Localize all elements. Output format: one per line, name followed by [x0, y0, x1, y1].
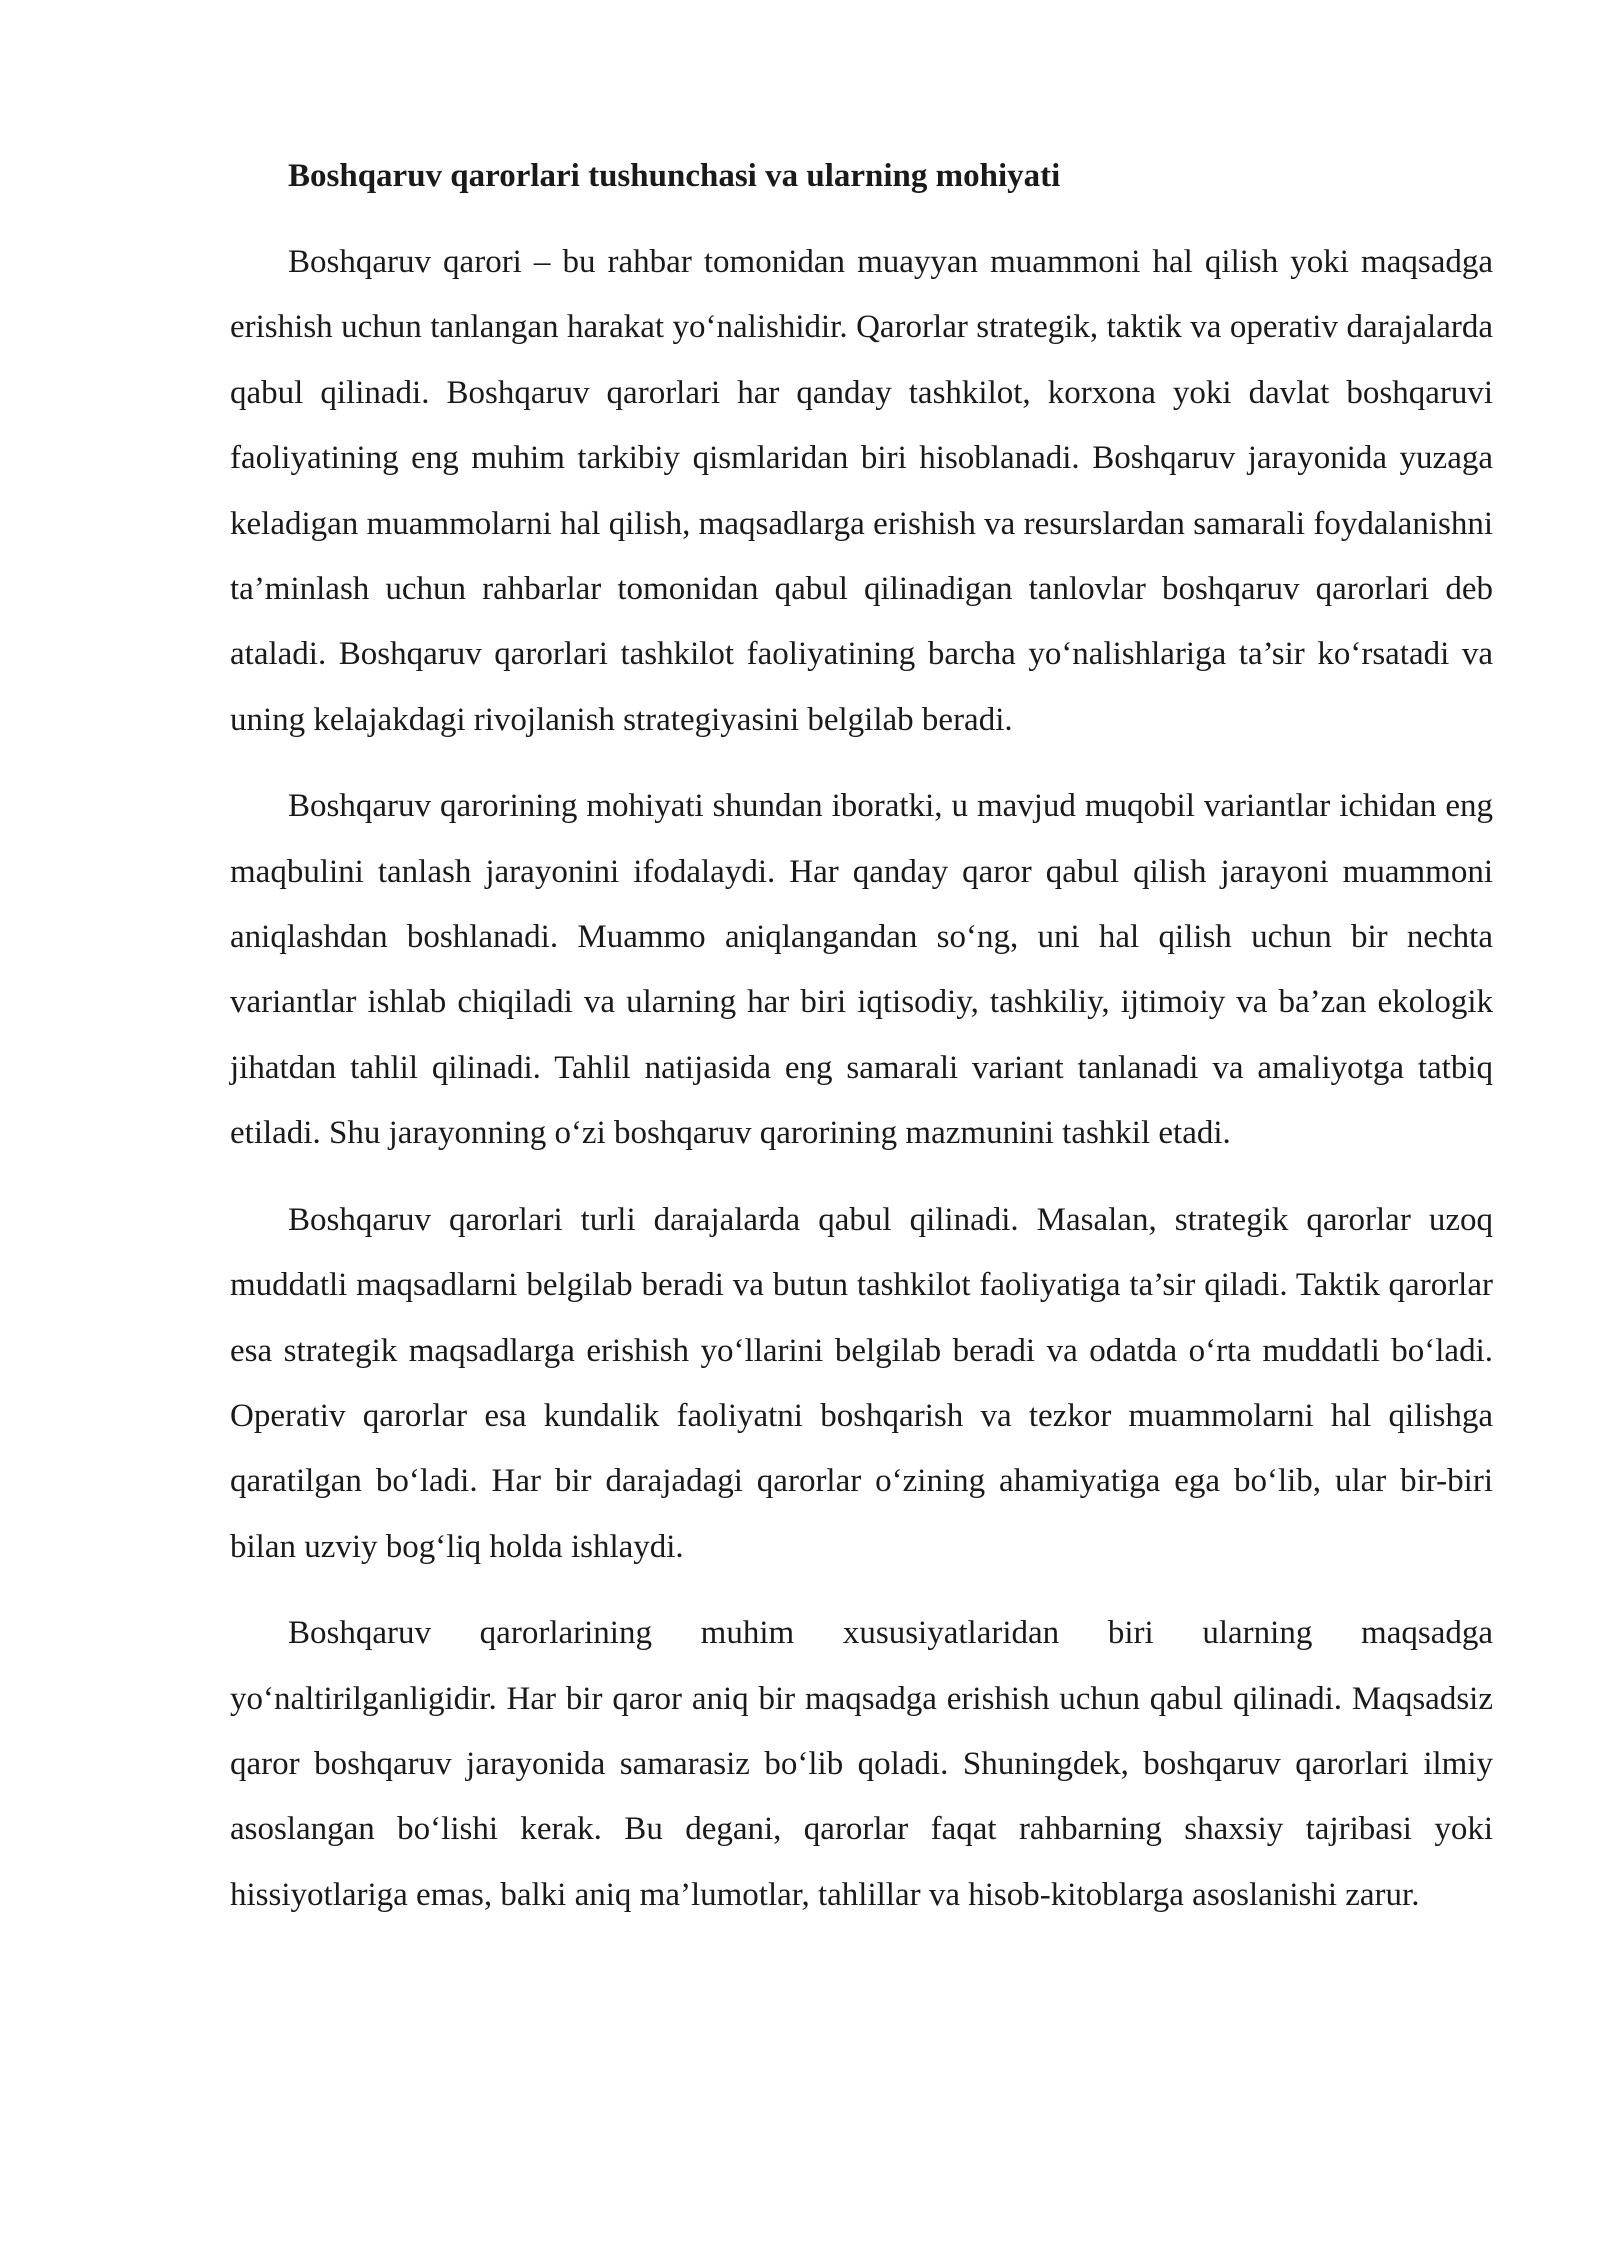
document-heading: Boshqaruv qarorlari tushunchasi va ularning mohiyati — [288, 158, 1061, 194]
paragraph-essence: Boshqaruv qarorining mohiyati shundan iboratki, u mavjud muqobil variantlar ichidan eng maqbulini tanlash jarayonini ifodalaydi. Har qanday qaror qabul qilish jarayoni muammoni aniqlashdan boshlanadi. Muammo aniqlangandan so‘ng, uni hal qilish uchun bir nechta variantlar ishlab chiqiladi va ularning har biri iqtisodiy, tashkiliy, ijtimoiy va ba’zan ekologik jihatdan tahlil qilinadi. Tahlil natijasida eng samarali variant tanlanadi va amaliyotga tatbiq etiladi. Shu jarayonning o‘zi boshqaruv qarorining mazmunini tashkil etadi. — [230, 788, 1493, 1152]
paragraph-definition: Boshqaruv qarori – bu rahbar tomonidan muayyan muammoni hal qilish yoki maqsadga erishish uchun tanlangan harakat yo‘nalishidir. Qarorlar strategik, taktik va operativ darajalarda qabul qilinadi. Boshqaruv qarorlari har qanday tashkilot, korxona yoki davlat boshqaruvi faoliyatining eng muhim tarkibiy qismlaridan biri hisoblanadi. Boshqaruv jarayonida yuzaga keladigan muammolarni hal qilish, maqsadlarga erishish va resurslardan samarali foydalanishni ta’minlash uchun rahbarlar tomonidan qabul qilinadigan tanlovlar boshqaruv qarorlari deb ataladi. Boshqaruv qarorlari tashkilot faoliyatining barcha yo‘nalishlariga ta’sir ko‘rsatadi va uning kelajakdagi rivojlanish strategiyasini belgilab beradi. — [230, 244, 1493, 738]
paragraph-characteristics: Boshqaruv qarorlarining muhim xususiyatlaridan biri ularning maqsadga yo‘naltirilganligidir. Har bir qaror aniq bir maqsadga erishish uchun qabul qilinadi. Maqsadsiz qaror boshqaruv jarayonida samarasiz bo‘lib qoladi. Shuningdek, boshqaruv qarorlari ilmiy asoslangan bo‘lishi kerak. Bu degani, qarorlar faqat rahbarning shaxsiy tajribasi yoki hissiyotlariga emas, balki aniq ma’lumotlar, tahlillar va hisob-kitoblarga asoslanishi zarur. — [230, 1615, 1493, 1913]
paragraph-levels: Boshqaruv qarorlari turli darajalarda qabul qilinadi. Masalan, strategik qarorlar uzoq muddatli maqsadlarni belgilab beradi va butun tashkilot faoliyatiga ta’sir qiladi. Taktik qarorlar esa strategik maqsadlarga erishish yo‘llarini belgilab beradi va odatda o‘rta muddatli bo‘ladi. Operativ qarorlar esa kundalik faoliyatni boshqarish va tezkor muammolarni hal qilishga qaratilgan bo‘ladi. Har bir darajadagi qarorlar o‘zining ahamiyatiga ega bo‘lib, ular bir-biri bilan uzviy bog‘liq holda ishlaydi. — [230, 1201, 1493, 1565]
document-page — [230, 148, 1493, 1949]
